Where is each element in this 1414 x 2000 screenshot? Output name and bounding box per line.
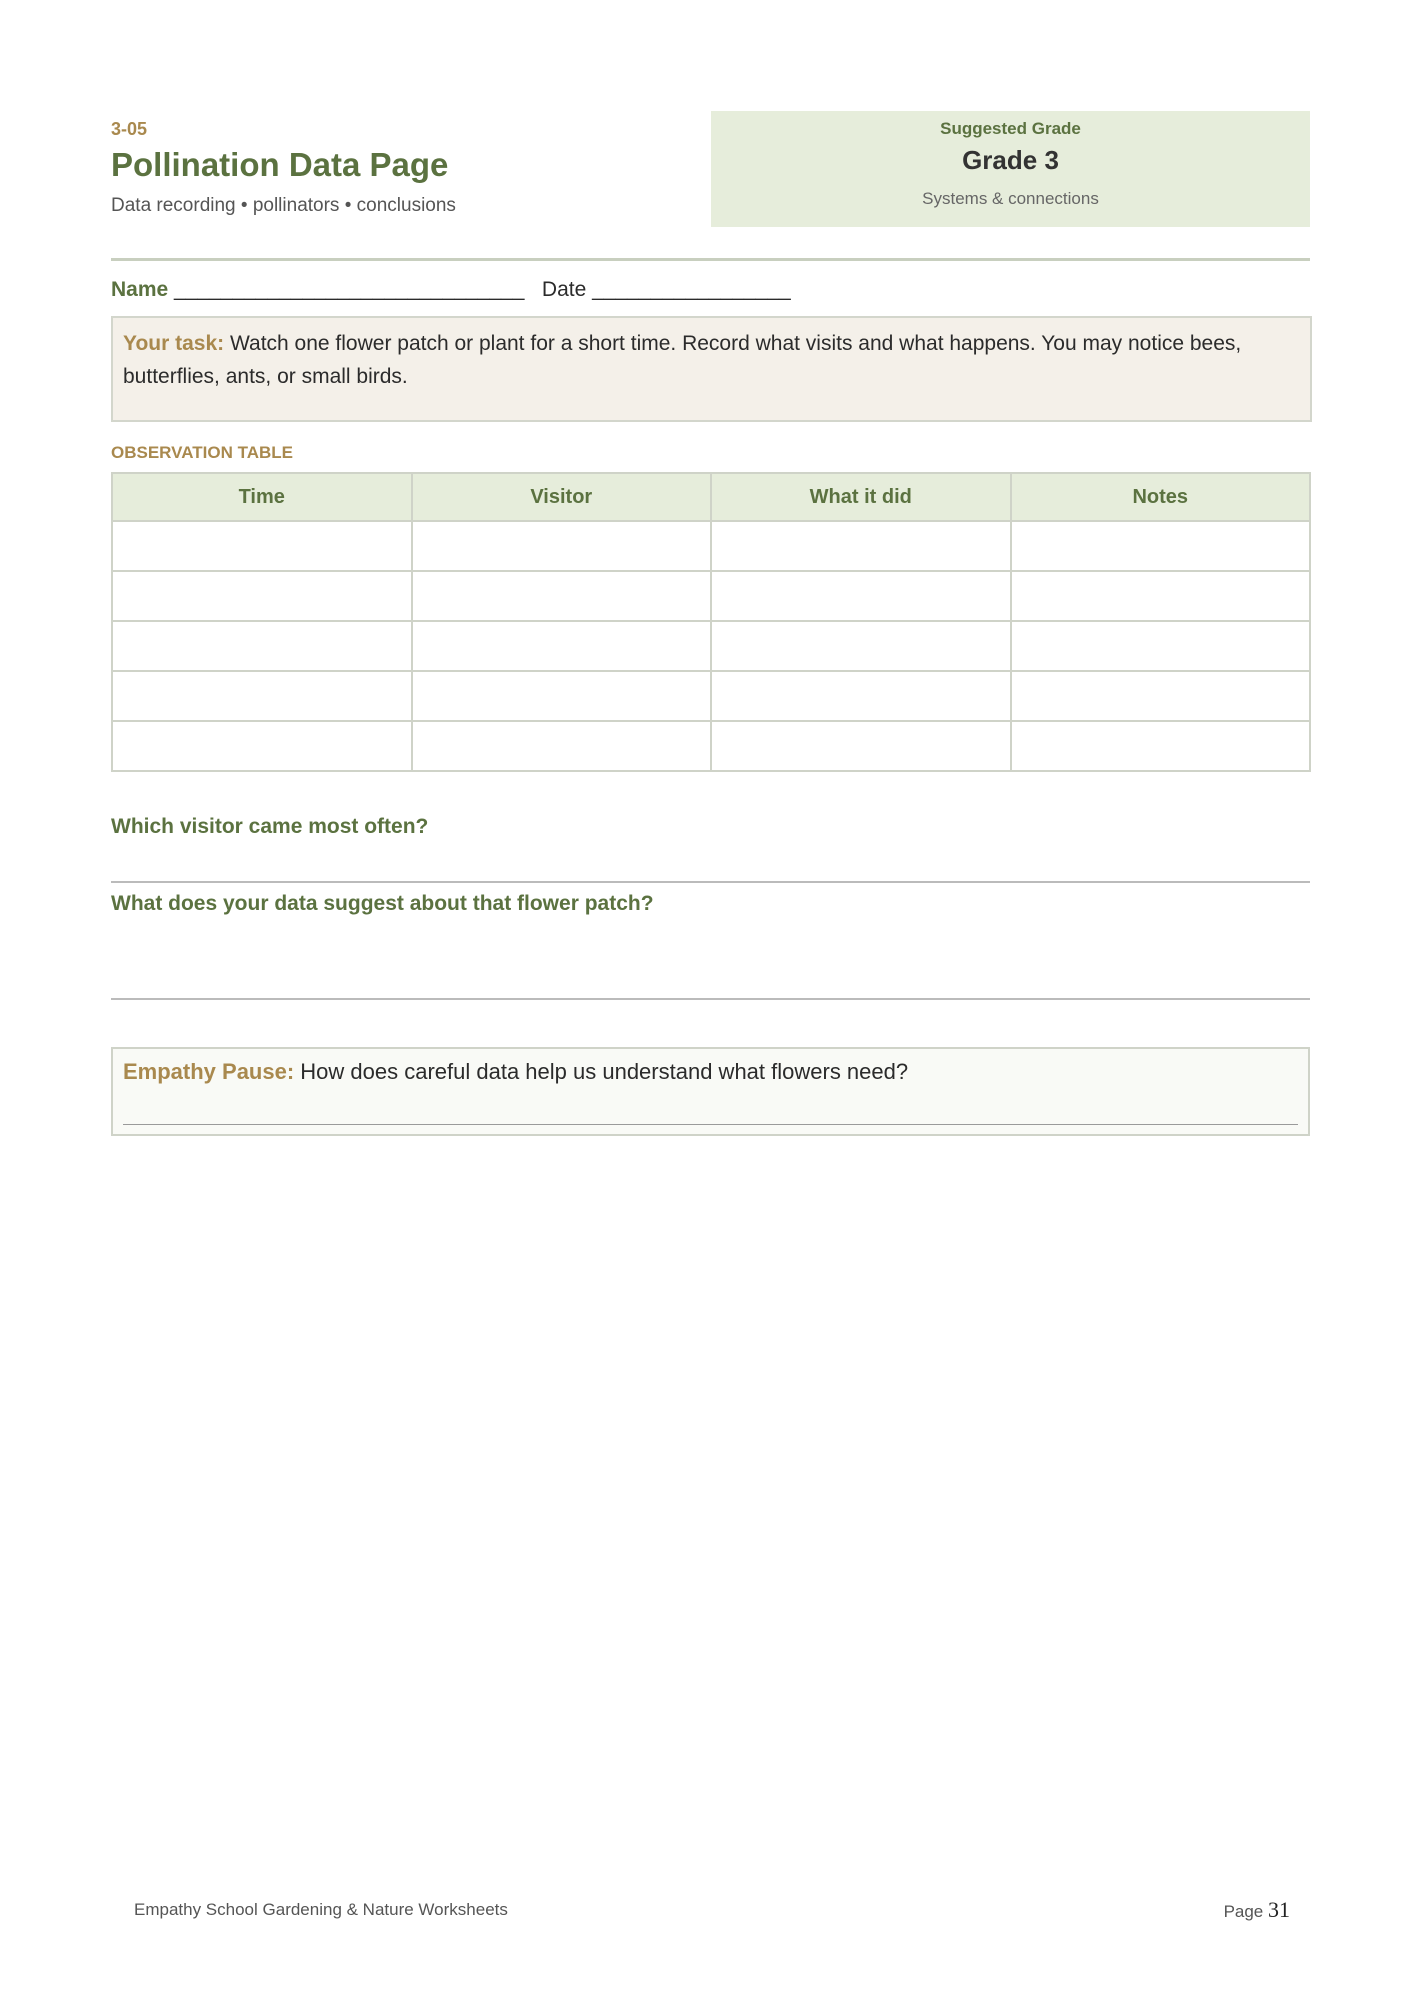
header-divider [111, 258, 1310, 261]
table-cell[interactable] [711, 571, 1011, 621]
table-cell[interactable] [412, 571, 712, 621]
table-cell[interactable] [112, 671, 412, 721]
question-data-suggest: What does your data suggest about that flower patch? [111, 892, 654, 915]
column-header-visitor: Visitor [412, 473, 712, 521]
table-cell[interactable] [711, 671, 1011, 721]
table-row [112, 621, 1310, 671]
table-cell[interactable] [1011, 521, 1311, 571]
page-subtitle: Data recording • pollinators • conclusions [111, 195, 456, 216]
table-row [112, 521, 1310, 571]
grade-value: Grade 3 [962, 145, 1059, 175]
table-cell[interactable] [112, 621, 412, 671]
worksheet-code: 3-05 [111, 119, 148, 139]
table-cell[interactable] [112, 721, 412, 771]
table-cell[interactable] [1011, 571, 1311, 621]
page-title: Pollination Data Page [111, 146, 449, 183]
page-label: Page [1223, 1902, 1264, 1921]
empathy-prompt: How does careful data help us understand what flowers need? [294, 1059, 909, 1084]
name-field[interactable]: ______________________________ [168, 278, 525, 301]
table-header-row [112, 473, 1310, 521]
empathy-pause-box [111, 1047, 1310, 1136]
grade-box [711, 111, 1310, 227]
table-row [112, 671, 1310, 721]
table-cell[interactable] [112, 571, 412, 621]
table-row [112, 571, 1310, 621]
answer-line-q2[interactable] [111, 998, 1310, 1000]
footer-page-number [1224, 1897, 1290, 1923]
answer-line-q1[interactable] [111, 881, 1310, 883]
table-cell[interactable] [1011, 621, 1311, 671]
table-cell[interactable] [412, 521, 712, 571]
task-lead: Your task: [123, 332, 225, 355]
page-number: 31 [1268, 1897, 1290, 1922]
name-date-line [111, 278, 791, 302]
table-cell[interactable] [711, 721, 1011, 771]
task-box [111, 316, 1312, 422]
table-cell[interactable] [711, 521, 1011, 571]
footer-series-title: Empathy School Gardening & Nature Worksheets [134, 1900, 508, 1919]
table-cell[interactable] [711, 621, 1011, 671]
name-label: Name [111, 278, 169, 301]
table-cell[interactable] [412, 721, 712, 771]
question-most-often: Which visitor came most often? [111, 815, 429, 838]
column-header-notes: Notes [1011, 473, 1311, 521]
empathy-answer-line[interactable] [123, 1124, 1298, 1125]
table-cell[interactable] [1011, 721, 1311, 771]
table-cell[interactable] [412, 621, 712, 671]
table-row [112, 721, 1310, 771]
column-header-what-it-did: What it did [711, 473, 1011, 521]
column-header-time: Time [112, 473, 412, 521]
empathy-lead: Empathy Pause: [123, 1059, 295, 1084]
table-cell[interactable] [412, 671, 712, 721]
table-cell[interactable] [112, 521, 412, 571]
observation-table-heading: OBSERVATION TABLE [111, 443, 293, 462]
date-field[interactable]: _________________ [586, 278, 791, 301]
grade-topic: Systems & connections [922, 189, 1099, 208]
table-cell[interactable] [1011, 671, 1311, 721]
date-label: Date [524, 278, 587, 301]
observation-table [111, 472, 1311, 772]
task-text: Watch one flower patch or plant for a short time. Record what visits and what happens. You may notice bees, butterflies, ants, or small birds. [123, 332, 1242, 388]
grade-label: Suggested Grade [940, 119, 1081, 138]
